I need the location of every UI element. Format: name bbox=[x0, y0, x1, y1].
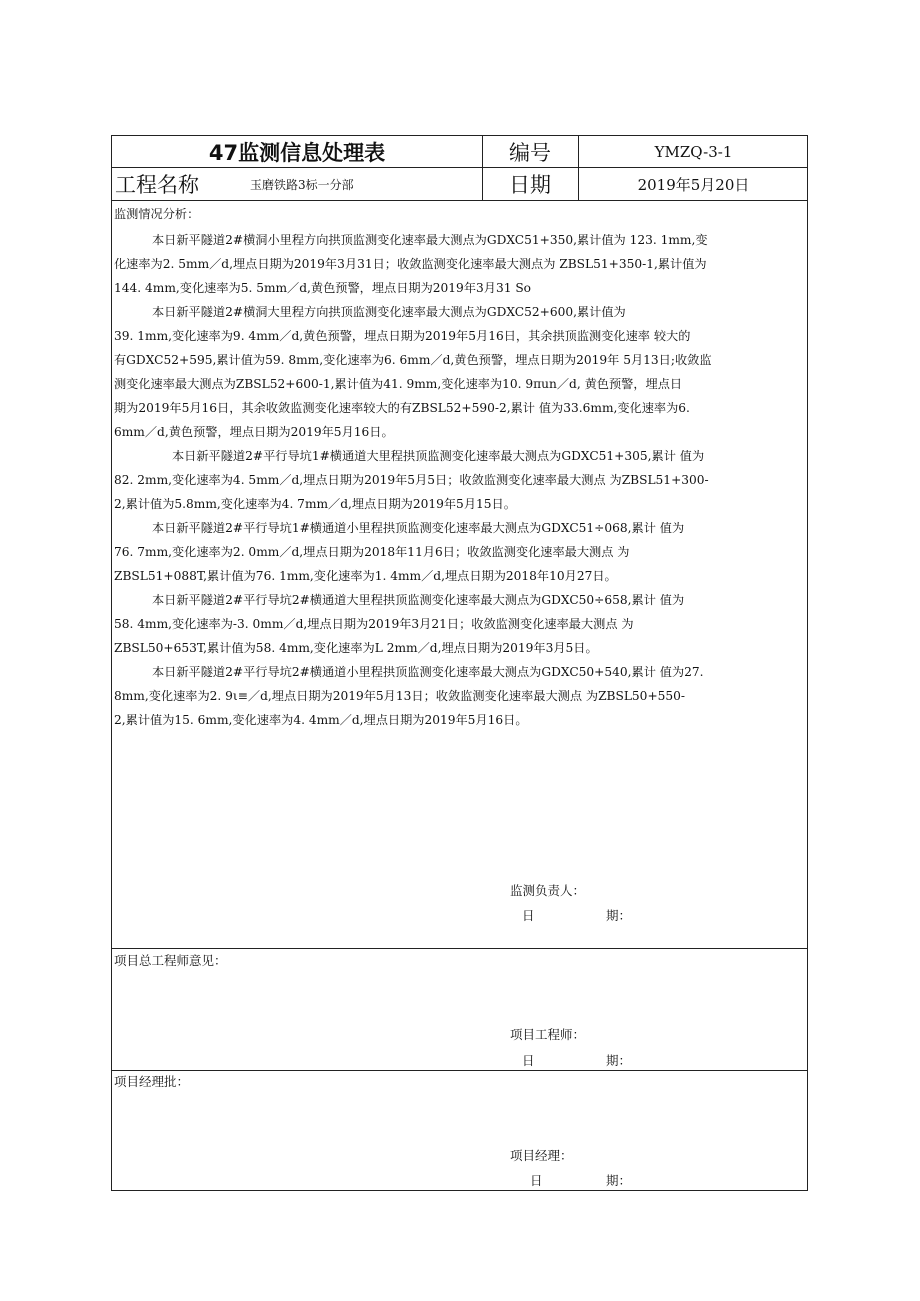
project-label: 工程名称 bbox=[115, 173, 199, 197]
analysis-line: 39. 1mm,变化速率为9. 4mm／d,黄色预警，埋点日期为2019年5月16日，其余拱顶监测变化速率 较大的 bbox=[114, 329, 691, 343]
analysis-line: 本日新平隧道2#平行导坑2#横通道大里程拱顶监测变化速率最大测点为GDXC50÷658,累计 值为 bbox=[152, 593, 685, 607]
analysis-line: 本日新平隧道2#平行导坑1#横通道大里程拱顶监测变化速率最大测点为GDXC51+305,累计 值为 bbox=[172, 449, 705, 463]
monitoring-form bbox=[111, 135, 808, 1191]
monitoring-date-label-right: 期： bbox=[606, 908, 632, 923]
manager-date-label-right: 期： bbox=[606, 1173, 632, 1188]
analysis-line: 测变化速率最大测点为ZBSL52+600-1,累计值为41. 9mm,变化速率为10. 9πun／d, 黄色预警，埋点日 bbox=[114, 377, 683, 391]
date-value: 2019年5月20日 bbox=[637, 175, 750, 194]
form-title: 47监测信息处理表 bbox=[208, 140, 386, 165]
analysis-line: 本日新平隧道2#平行导坑1#横通道小里程拱顶监测变化速率最大测点为GDXC51÷068,累计 值为 bbox=[152, 521, 685, 535]
date-label: 日期 bbox=[509, 173, 551, 197]
manager-signer-label: 项目经理： bbox=[510, 1148, 573, 1163]
monitoring-responsible-label: 监测负责人： bbox=[510, 883, 586, 898]
manager-date-label-left: 日 bbox=[530, 1173, 543, 1188]
analysis-line: 有GDXC52+595,累计值为59. 8mm,变化速率为6. 6mm／d,黄色预警，埋点日期为2019年 5月13日;收敛监 bbox=[114, 353, 712, 367]
analysis-line: ZBSL50+653T,累计值为58. 4mm,变化速率为L 2mm／d,埋点日期为2019年3月5日。 bbox=[114, 641, 598, 655]
row-divider-2 bbox=[112, 200, 807, 201]
monitoring-date-label-left: 日 bbox=[522, 908, 535, 923]
analysis-line: ZBSL51+088T,累计值为76. 1mm,变化速率为1. 4mm／d,埋点日期为2018年10月27日。 bbox=[114, 569, 617, 583]
analysis-line: 8mm,变化速率为2. 9ι≡／d,埋点日期为2019年5月13日；收敛监测变化速率最大测点 为ZBSL50+550- bbox=[114, 689, 686, 703]
chief-engineer-signer-label: 项目工程师： bbox=[510, 1027, 586, 1042]
chief-engineer-date-label-right: 期： bbox=[606, 1053, 632, 1068]
manager-heading: 项目经理批： bbox=[114, 1074, 190, 1089]
number-value: YMZQ-3-1 bbox=[654, 142, 733, 161]
analysis-heading: 监测情况分析： bbox=[114, 207, 200, 221]
analysis-line: 76. 7mm,变化速率为2. 0mm／d,埋点日期为2018年11月6日；收敛监测变化速率最大测点 为 bbox=[114, 545, 630, 559]
number-label: 编号 bbox=[509, 140, 551, 165]
chief-engineer-heading: 项目总工程师意见： bbox=[114, 953, 227, 968]
row-divider-4 bbox=[112, 1070, 807, 1071]
chief-engineer-date-label-left: 日 bbox=[522, 1053, 535, 1068]
analysis-line: 2,累计值为5.8mm,变化速率为4. 7mm／d,埋点日期为2019年5月15日。 bbox=[114, 497, 516, 511]
analysis-line: 期为2019年5月16日，其余收敛监测变化速率较大的有ZBSL52+590-2,累计 值为33.6mm,变化速率为6. bbox=[114, 401, 690, 415]
analysis-line: 58. 4mm,变化速率为-3. 0mm／d,埋点日期为2019年3月21日；收敛监测变化速率最大测点 为 bbox=[114, 617, 634, 631]
analysis-line: 本日新平隧道2#平行导坑2#横通道小里程拱顶监测变化速率最大测点为GDXC50+540,累计 值为27. bbox=[152, 665, 704, 679]
analysis-line: 2,累计值为15. 6mm,变化速率为4. 4mm／d,埋点日期为2019年5月16日。 bbox=[114, 713, 528, 727]
analysis-line: 本日新平隧道2#横洞小里程方向拱顶监测变化速率最大测点为GDXC51+350,累计值为 123. 1mm,变 bbox=[152, 233, 708, 247]
project-value: 玉磨铁路3标一分部 bbox=[250, 177, 354, 192]
analysis-line: 化速率为2. 5mm／d,埋点日期为2019年3月31日；收敛监测变化速率最大测点为 ZBSL51+350-1,累计值为 bbox=[114, 257, 707, 271]
analysis-line: 6mm／d,黄色预警，埋点日期为2019年5月16日。 bbox=[114, 425, 394, 439]
analysis-line: 本日新平隧道2#横洞大里程方向拱顶监测变化速率最大测点为GDXC52+600,累计值为 bbox=[152, 305, 626, 319]
analysis-line: 82. 2mm,变化速率为4. 5mm／d,埋点日期为2019年5月5日；收敛监测变化速率最大测点 为ZBSL51+300- bbox=[114, 473, 709, 487]
row-divider-3 bbox=[112, 948, 807, 949]
analysis-line: 144. 4mm,变化速率为5. 5mm／d,黄色预警，埋点日期为2019年3月31 So bbox=[114, 281, 532, 295]
